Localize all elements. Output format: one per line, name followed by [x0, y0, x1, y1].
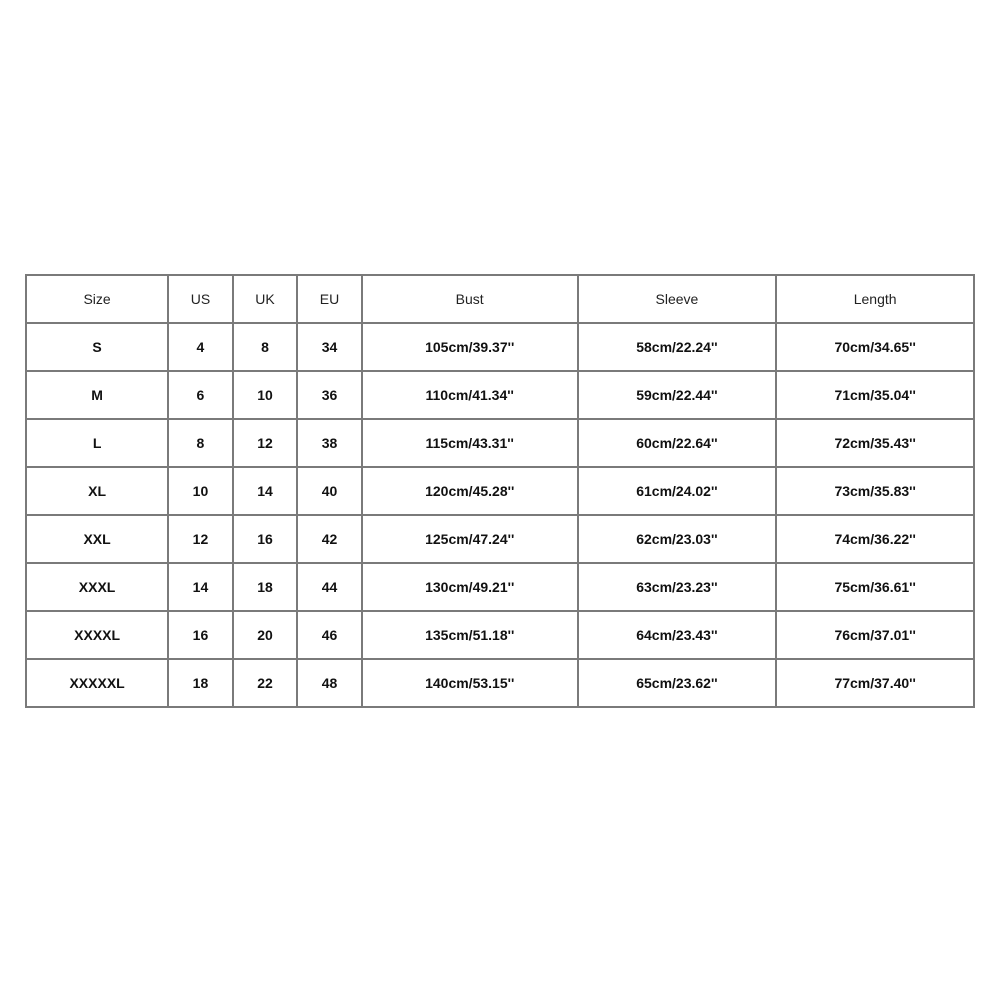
table-row	[26, 419, 974, 467]
cell-size: XXXXXL	[26, 659, 168, 707]
cell-bust: 120cm/45.28''	[362, 467, 578, 515]
cell-sleeve: 58cm/22.24''	[578, 323, 777, 371]
cell-bust: 125cm/47.24''	[362, 515, 578, 563]
cell-length: 70cm/34.65''	[776, 323, 974, 371]
cell-length: 71cm/35.04''	[776, 371, 974, 419]
header-bust: Bust	[362, 275, 578, 323]
cell-uk: 10	[233, 371, 298, 419]
cell-us: 12	[168, 515, 233, 563]
table-row	[26, 467, 974, 515]
cell-eu: 48	[297, 659, 362, 707]
cell-size: XXXXL	[26, 611, 168, 659]
cell-size: L	[26, 419, 168, 467]
cell-bust: 110cm/41.34''	[362, 371, 578, 419]
cell-length: 75cm/36.61''	[776, 563, 974, 611]
cell-size: XXXL	[26, 563, 168, 611]
cell-bust: 115cm/43.31''	[362, 419, 578, 467]
cell-uk: 20	[233, 611, 298, 659]
cell-us: 16	[168, 611, 233, 659]
table-row	[26, 323, 974, 371]
cell-us: 6	[168, 371, 233, 419]
size-chart-table	[25, 274, 975, 708]
cell-eu: 44	[297, 563, 362, 611]
cell-us: 4	[168, 323, 233, 371]
cell-eu: 38	[297, 419, 362, 467]
cell-sleeve: 61cm/24.02''	[578, 467, 777, 515]
cell-uk: 16	[233, 515, 298, 563]
cell-size: XXL	[26, 515, 168, 563]
cell-eu: 36	[297, 371, 362, 419]
cell-length: 74cm/36.22''	[776, 515, 974, 563]
header-eu: EU	[297, 275, 362, 323]
cell-length: 72cm/35.43''	[776, 419, 974, 467]
cell-uk: 18	[233, 563, 298, 611]
cell-uk: 14	[233, 467, 298, 515]
cell-size: XL	[26, 467, 168, 515]
cell-bust: 105cm/39.37''	[362, 323, 578, 371]
cell-eu: 34	[297, 323, 362, 371]
cell-size: S	[26, 323, 168, 371]
header-uk: UK	[233, 275, 298, 323]
cell-eu: 40	[297, 467, 362, 515]
cell-sleeve: 65cm/23.62''	[578, 659, 777, 707]
cell-length: 76cm/37.01''	[776, 611, 974, 659]
cell-length: 77cm/37.40''	[776, 659, 974, 707]
cell-sleeve: 59cm/22.44''	[578, 371, 777, 419]
cell-us: 8	[168, 419, 233, 467]
cell-length: 73cm/35.83''	[776, 467, 974, 515]
cell-uk: 22	[233, 659, 298, 707]
cell-sleeve: 63cm/23.23''	[578, 563, 777, 611]
cell-sleeve: 62cm/23.03''	[578, 515, 777, 563]
table-row	[26, 563, 974, 611]
cell-uk: 8	[233, 323, 298, 371]
header-length: Length	[776, 275, 974, 323]
cell-us: 10	[168, 467, 233, 515]
cell-sleeve: 64cm/23.43''	[578, 611, 777, 659]
header-sleeve: Sleeve	[578, 275, 777, 323]
table-row	[26, 371, 974, 419]
cell-sleeve: 60cm/22.64''	[578, 419, 777, 467]
cell-us: 18	[168, 659, 233, 707]
cell-bust: 140cm/53.15''	[362, 659, 578, 707]
cell-bust: 135cm/51.18''	[362, 611, 578, 659]
cell-bust: 130cm/49.21''	[362, 563, 578, 611]
cell-size: M	[26, 371, 168, 419]
cell-eu: 42	[297, 515, 362, 563]
table-row	[26, 515, 974, 563]
cell-us: 14	[168, 563, 233, 611]
table-row	[26, 611, 974, 659]
cell-eu: 46	[297, 611, 362, 659]
cell-uk: 12	[233, 419, 298, 467]
table-row	[26, 659, 974, 707]
header-size: Size	[26, 275, 168, 323]
header-us: US	[168, 275, 233, 323]
header-row	[26, 275, 974, 323]
